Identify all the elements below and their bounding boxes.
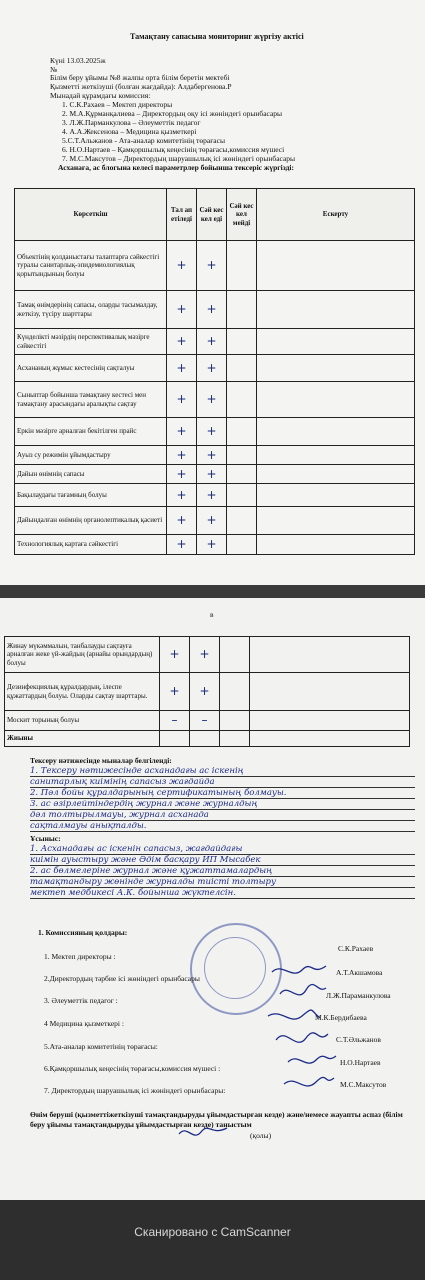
- mark-required: +: [167, 382, 197, 418]
- row-label: Дезинфекциялық құралдардың, ілеспе құжаттардың болуы. Оларды сақтау шарттары.: [5, 673, 160, 711]
- mark-noncompliant: [220, 637, 250, 673]
- handwritten-line: дәл толтырылмауы, журнал асханада: [30, 810, 415, 821]
- signature-role: 3. Әлеуметтік педагог :: [44, 996, 118, 1005]
- act-title: Тамақтану сапасына мониторинг жүргізу актісі: [130, 32, 304, 41]
- scanner-footer: [0, 1200, 425, 1280]
- mark-compliant: +: [190, 637, 220, 673]
- signature-name: Л.Ж.Параманкулова: [326, 991, 391, 1000]
- mark-compliant: +: [197, 291, 227, 329]
- handwritten-line: 2. ас бөлмелеріне журнал және құжаттамалардың: [30, 866, 415, 877]
- note-cell: [257, 418, 415, 446]
- note-cell: [257, 446, 415, 465]
- note-cell: [257, 329, 415, 355]
- member-line: 7. М.С.Максутов – Директордың шаруашылық ісі жөніндегі орынбасары: [62, 154, 296, 163]
- mark-required: +: [167, 355, 197, 382]
- table-row: [5, 711, 410, 731]
- mark-required: +: [167, 329, 197, 355]
- mark-compliant: [190, 731, 220, 747]
- document-page-1: [0, 0, 425, 585]
- handwritten-line: 3. ас әзірлейтіндердің журнал және журналдың: [30, 799, 415, 810]
- scanner-watermark: Сканировано с CamScanner: [134, 1225, 291, 1239]
- note-cell: [257, 465, 415, 484]
- mark-compliant: –: [190, 711, 220, 731]
- mark-noncompliant: [227, 382, 257, 418]
- mark-required: [160, 731, 190, 747]
- commission-intro: Мынадай құрамдағы комиссия:: [50, 91, 151, 100]
- mark-compliant: +: [197, 446, 227, 465]
- mark-compliant: +: [197, 507, 227, 535]
- document-page-2: [0, 598, 425, 1200]
- handwritten-line: 1. Тексеру нәтижесінде асханадағы ас іскенің: [30, 766, 415, 777]
- proposals-handwritten: [30, 844, 415, 899]
- mark-required: +: [167, 291, 197, 329]
- member-line: 6. Н.О.Нартаев – Қамқоршылық кеңесінің төрағасы,комиссия мүшесі: [62, 145, 285, 154]
- handwritten-line: 1. Асханадағы ас іскенін сапасыз, жағдайдағы: [30, 844, 415, 855]
- member-line: 3. Л.Ж.Парманкулова – Әлеуметтік педагог: [62, 118, 201, 127]
- row-label: Күнделікті мәзірдің перспективалық мәзірге сәйкестігі: [15, 329, 167, 355]
- header-indicator: Көрсеткіш: [15, 189, 167, 241]
- mark-compliant: +: [197, 329, 227, 355]
- mark-compliant: +: [197, 382, 227, 418]
- row-label: Жинау мүкәммалын, танбалауды сақтауға арналған жеке үй-жайдың (арнайы орындардың) болуы: [5, 637, 160, 673]
- row-label: Еркін мәзірге арналған бекітілген прайс: [15, 418, 167, 446]
- header-note: Ескерту: [257, 189, 415, 241]
- handwritten-signatures: [260, 958, 350, 1098]
- proposals-label: Ұсыныс:: [30, 834, 61, 843]
- signature-role: 5.Ата-аналар комитетінің төрағасы:: [44, 1042, 158, 1051]
- signature-role: 4 Медицина қызметкері :: [44, 1019, 124, 1028]
- mark-noncompliant: [227, 535, 257, 555]
- signature-name: М.С.Максутов: [340, 1080, 387, 1089]
- header-noncompliant: Сәй кес кел мейді: [227, 189, 257, 241]
- mark-noncompliant: [220, 711, 250, 731]
- check-intro: Асханаға, ас блогына келесі параметрлер бойынша тексеріс жүргізді:: [58, 163, 294, 172]
- checks-table-continued: [4, 636, 410, 747]
- table-row: [15, 418, 415, 446]
- act-number: №: [50, 65, 58, 74]
- mark-required: +: [167, 507, 197, 535]
- supplier-signature: [175, 1122, 235, 1140]
- mark-required: +: [167, 446, 197, 465]
- school-name: Білім беру ұйымы №8 жалпы орта білім беретін мектебі: [50, 73, 230, 82]
- row-label: Бақылаудағы тағамның болуы: [15, 484, 167, 507]
- supplier-line: Қызметті жеткізуші (болған жағдайда): Алдабергенова.Р: [50, 82, 232, 91]
- mark-noncompliant: [227, 446, 257, 465]
- mark-required: +: [167, 535, 197, 555]
- row-label: Асхананың жұмыс кестесінің сақталуы: [15, 355, 167, 382]
- note-cell: [257, 507, 415, 535]
- signature-hint: (қолы): [250, 1131, 272, 1140]
- row-label: Сыныптар бойынша тамақтану кестесі мен тамақтану арасындағы аралықты сақтау: [15, 382, 167, 418]
- mark-compliant: +: [197, 535, 227, 555]
- signature-name: Н.О.Нартаев: [340, 1058, 381, 1067]
- note-cell: [250, 731, 410, 747]
- member-line: 1. С.К.Рахаев – Мектеп директоры: [62, 100, 173, 109]
- note-cell: [257, 484, 415, 507]
- mark-required: +: [167, 465, 197, 484]
- note-cell: [250, 711, 410, 731]
- table-row: [15, 535, 415, 555]
- signature-name: С.Т.Әльжанов: [336, 1035, 381, 1044]
- mark-required: –: [160, 711, 190, 731]
- signatures-label: 1. Комиссияның қолдары:: [38, 928, 128, 937]
- table-row: [5, 673, 410, 711]
- mark-compliant: +: [197, 355, 227, 382]
- note-cell: [250, 637, 410, 673]
- note-cell: [257, 355, 415, 382]
- table-row: [15, 241, 415, 291]
- mark-required: +: [167, 418, 197, 446]
- mark-noncompliant: [227, 484, 257, 507]
- note-cell: [257, 382, 415, 418]
- member-line: 4. А.А.Жексенова – Медицина қызметкері: [62, 127, 197, 136]
- table-row: [5, 731, 410, 747]
- mark-compliant: +: [197, 241, 227, 291]
- mark-noncompliant: [220, 673, 250, 711]
- signature-name: С.К.Рахаев: [338, 944, 374, 953]
- table-row: [15, 329, 415, 355]
- row-label: Дайын өнімнің сапасы: [15, 465, 167, 484]
- mark-compliant: +: [197, 484, 227, 507]
- handwritten-line: киімін ауыстыру және Әдім басқару ИП Мысабек: [30, 855, 415, 866]
- row-label: Тамақ өнімдерінің сапасы, оларды тасымалдау, жеткізу, түсіру шарттары: [15, 291, 167, 329]
- signature-name: А.Т.Акшамова: [336, 968, 383, 977]
- header-required: Тал ап етіледі: [167, 189, 197, 241]
- table-row: [5, 637, 410, 673]
- table-row: [15, 355, 415, 382]
- mark-noncompliant: [227, 465, 257, 484]
- mark-compliant: +: [190, 673, 220, 711]
- row-label: Технологиялық картаға сәйкестігі: [15, 535, 167, 555]
- mark-required: +: [160, 637, 190, 673]
- handwritten-line: тамақтандыру жөнінде журналды тиісті толтыру: [30, 877, 415, 888]
- table-row: [15, 507, 415, 535]
- page-mark: в: [210, 610, 214, 619]
- signature-role: 1. Мектеп директоры :: [44, 952, 116, 961]
- table-row: [15, 382, 415, 418]
- mark-noncompliant: [227, 355, 257, 382]
- note-cell: [257, 241, 415, 291]
- table-header-row: [15, 189, 415, 241]
- mark-required: +: [167, 241, 197, 291]
- header-compliant: Сәй кес кел еді: [197, 189, 227, 241]
- signature-name: М.К.Бердибаева: [315, 1013, 367, 1022]
- note-cell: [257, 291, 415, 329]
- signature-role: 7. Директордың шаруашылық ісі жөніндегі орынбасары:: [44, 1086, 226, 1095]
- mark-noncompliant: [227, 241, 257, 291]
- handwritten-line: санитарлық киімінің сапасыз жағдайда: [30, 777, 415, 788]
- mark-noncompliant: [220, 731, 250, 747]
- mark-noncompliant: [227, 329, 257, 355]
- mark-noncompliant: [227, 291, 257, 329]
- row-label: Москит торының болуы: [5, 711, 160, 731]
- findings-handwritten: [30, 766, 415, 832]
- act-date: Күні 13.03.2025ж: [50, 56, 106, 65]
- note-cell: [257, 535, 415, 555]
- handwritten-line: 2. Пәл бойы құралдарының сертификатының болмауы.: [30, 788, 415, 799]
- row-label: Ауыз су режимін ұйымдастыру: [15, 446, 167, 465]
- checks-table: [14, 188, 415, 555]
- mark-compliant: +: [197, 465, 227, 484]
- row-label: Жиыны: [5, 731, 160, 747]
- acquaint-text: Өнім беруші (қызметтіжеткізуші тамақтандыруды ұйымдастырған кезде) және/немесе жауапты аспаз (білім беру ұйымы тамақтандыруды ұйымдастырған кезде) таныстым: [30, 1110, 403, 1129]
- mark-compliant: +: [197, 418, 227, 446]
- row-label: Объектінің қолданыстағы талаптарға сәйкестігі туралы санитарлық-эпидемиологиялық қорытындының болуы: [15, 241, 167, 291]
- table-row: [15, 291, 415, 329]
- table-row: [15, 465, 415, 484]
- mark-required: +: [167, 484, 197, 507]
- note-cell: [250, 673, 410, 711]
- official-stamp-inner: [204, 937, 266, 999]
- member-line: 5.С.Т.Альжанов - Ата-аналар комитетінің төрағасы: [62, 136, 225, 145]
- signature-role: 6.Қамқоршылық кеңесінің төрағасы,комиссия мүшесі :: [44, 1064, 221, 1073]
- table-row: [15, 446, 415, 465]
- member-line: 2. М.А.Құрманқалиева – Директордың оқу ісі жөніндегі орынбасары: [62, 109, 283, 118]
- handwritten-line: мектеп медбикесі А.К. бойынша жүктелсін.: [30, 888, 415, 899]
- mark-noncompliant: [227, 418, 257, 446]
- mark-required: +: [160, 673, 190, 711]
- findings-label: Тексеру нәтижесінде мыналар белгіленді:: [30, 756, 172, 765]
- mark-noncompliant: [227, 507, 257, 535]
- table-row: [15, 484, 415, 507]
- row-label: Дайындалған өнімнің органолептикалық қасиеті: [15, 507, 167, 535]
- signature-role: 2.Директордың тәрбие ісі жөніндегі орынбасары: [44, 974, 200, 983]
- handwritten-line: сақталмауы анықталды.: [30, 821, 415, 832]
